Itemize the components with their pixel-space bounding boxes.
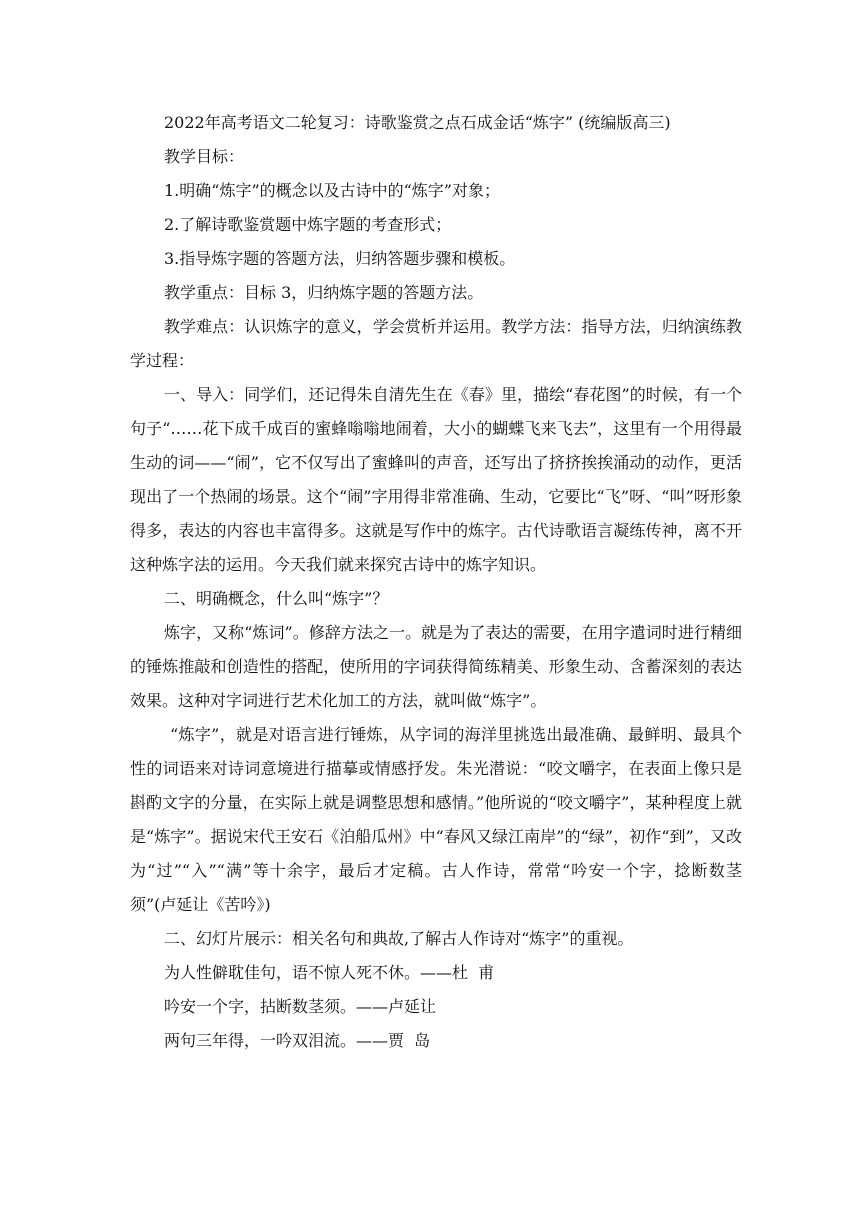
key-point: 教学重点：目标 3，归纳炼字题的答题方法。 bbox=[164, 283, 484, 302]
objective-item: 2.了解诗歌鉴赏题中炼字题的考查形式； bbox=[164, 215, 452, 234]
intro-paragraph: 一、导入：同学们，还记得朱自清先生在《春》里，描绘“春花图”的时候，有一个句子“……花下成千成百的蜜蜂嗡嗡地闹着，大小的蝴蝶飞来飞去”，这里有一个用得最生动的词——“闹”，它不仅写出了蜜蜂叫的声音，还写出了挤挤挨挨涌动的动作，更活现出了一个热闹的场景。这个“闹”字用得非常准确、生动，它要比“飞”呀、“叫”呀形象得多，表达的内容也丰富得多。这就是写作中的炼字。古代诗歌语言凝练传神，离不开这种炼字法的运用。今天我们就来探究古诗中的炼字知识。 bbox=[130, 385, 742, 574]
slides-heading: 二、幻灯片展示：相关名句和典故,了解古人作诗对“炼字”的重视。 bbox=[164, 929, 634, 948]
objective-item: 3.指导炼字题的答题方法，归纳答题步骤和模板。 bbox=[164, 249, 516, 268]
quote-line: 吟安一个字，拈断数茎须。——卢延让 bbox=[164, 997, 437, 1016]
concept-heading: 二、明确概念，什么叫“炼字”？ bbox=[164, 589, 389, 608]
objectives-heading: 教学目标： bbox=[164, 147, 245, 166]
concept-paragraph-2: “炼字”，就是对语言进行锤炼，从字词的海洋里挑选出最准确、最鲜明、最具个性的词语来对诗词意境进行描摹或情感抒发。朱光潜说：“咬文嚼字，在表面上像只是斟酌文字的分量，在实际上就是调整思想和感情。”他所说的“咬文嚼字”，某种程度上就是“炼字”。据说宋代王安石《泊船瓜州》中“春风又绿江南岸”的“绿”，初作“到”，又改为“过”“入”“满”等十余字，最后才定稿。古人作诗，常常“吟安一个字，捻断数茎须”(卢延让《苦吟》) bbox=[130, 725, 742, 914]
document-title: 2022年高考语文二轮复习：诗歌鉴赏之点石成金话“炼字” (统编版高三) bbox=[164, 113, 671, 132]
difficulty-paragraph: 教学难点：认识炼字的意义，学会赏析并运用。教学方法：指导方法，归纳演练教学过程： bbox=[130, 317, 742, 370]
quote-line: 为人性僻耽佳句，语不惊人死不休。——杜 甫 bbox=[164, 963, 495, 982]
concept-paragraph-1: 炼字，又称“炼词”。修辞方法之一。就是为了表达的需要，在用字遣词时进行精细的锤炼推敲和创造性的搭配，使所用的字词获得简练精美、形象生动、含蓄深刻的表达效果。这种对字词进行艺术化加工的方法，就叫做“炼字”。 bbox=[130, 623, 742, 710]
quote-line: 两句三年得，一吟双泪流。——贾 岛 bbox=[164, 1031, 431, 1050]
document-body bbox=[130, 106, 742, 1058]
objective-item: 1.明确“炼字”的概念以及古诗中的“炼字”对象； bbox=[164, 181, 500, 200]
